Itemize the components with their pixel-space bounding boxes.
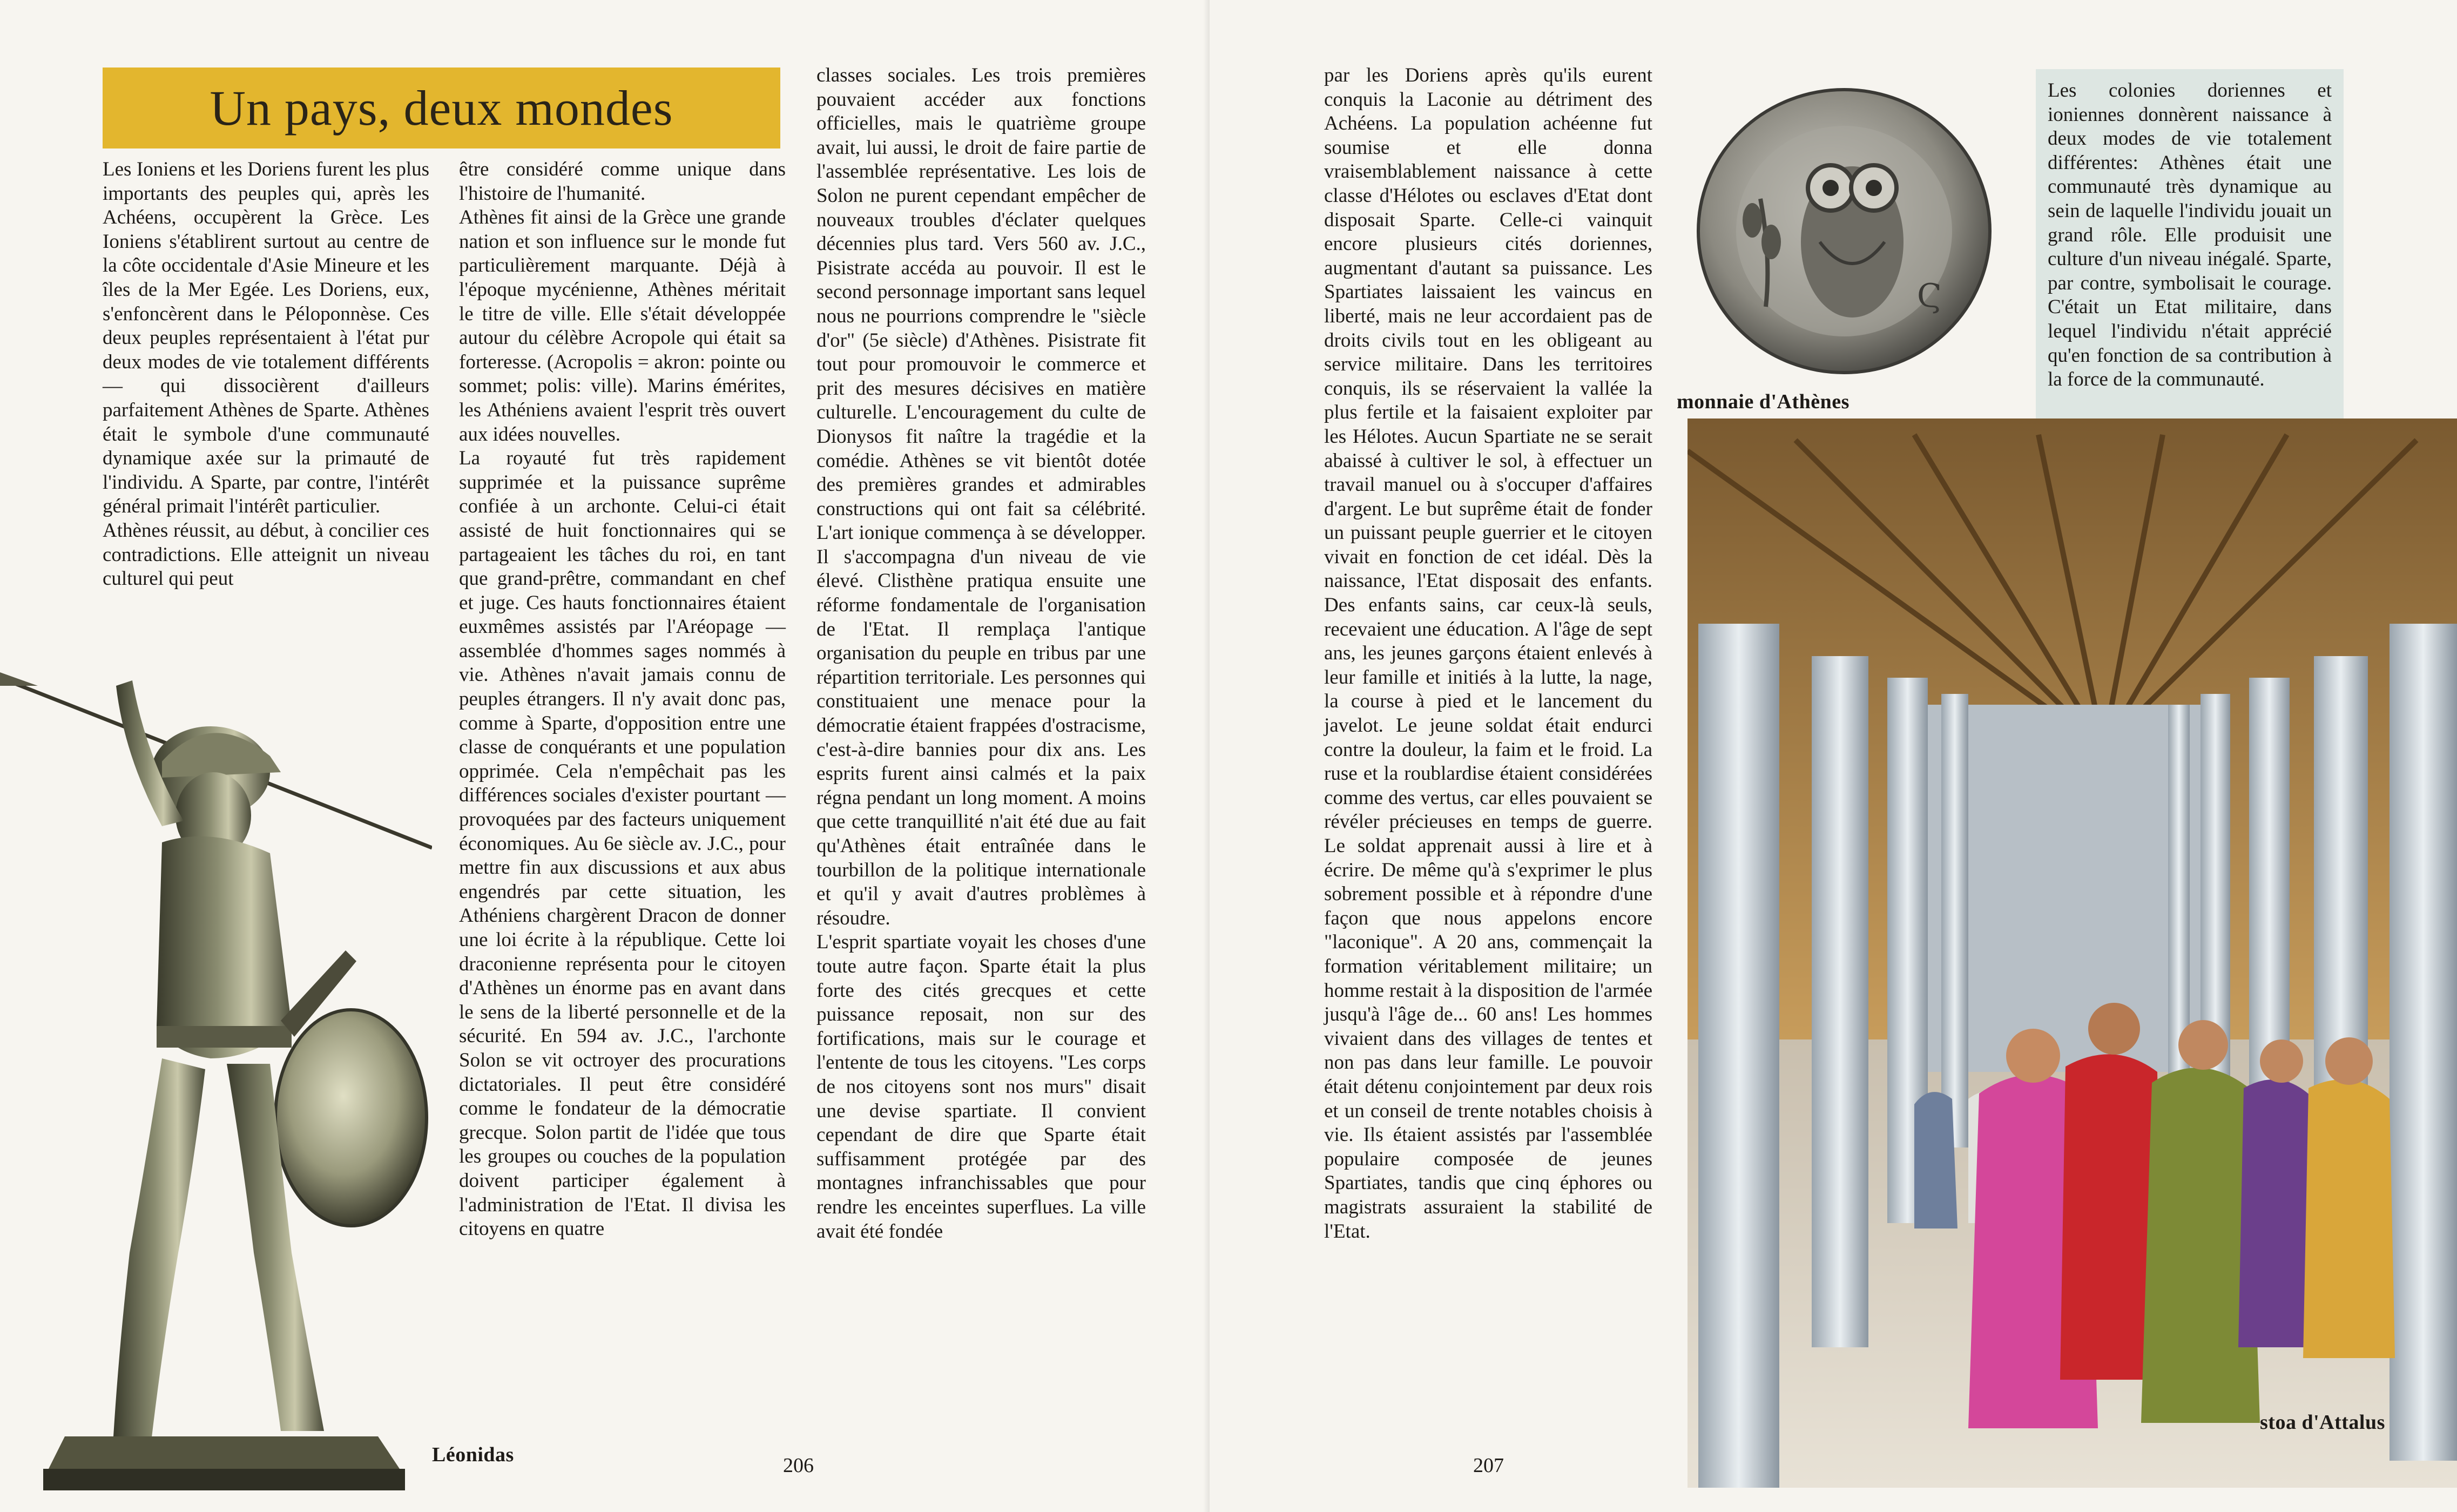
page-number-left: 206: [783, 1454, 814, 1477]
page-title: Un pays, deux mondes: [210, 80, 673, 136]
coin-caption: monnaie d'Athènes: [1677, 390, 1850, 413]
paragraph: La royauté fut très rapidement supprimée et la puissance suprême confiée à un archonte. Celui-ci était assisté de huit fonctionnaires qui se partageaient les tâches du roi, en tant que grand-prêtre, commandant en chef et juge. Ces hauts fonctionnaires étaient euxmêmes assistés par l'Aréopage — assemblée d'hommes sages nommés à vie. Athènes n'avait jamais connu de peuples étrangers. Il n'y avait donc pas, comme à Sparte, d'opposition entre une classe de conquérants et une population opprimée. Cela n'empêchait pas les différences sociales d'exister pourtant — provoquées par des facteurs uniquement économiques. Au 6e siècle av. J.C., pour mettre fin aux discussions et aux abus engendrés par cette situation, les Athéniens chargèrent Dracon de donner une loi écrite à la république. Cette loi draconienne représenta pour le citoyen d'Athènes un énorme pas en avant dans le sens de la liberté personnelle et de la sécurité. En 594 av. J.C., l'archonte Solon se vit octroyer des procurations dictatoriales. Il peut être considéré comme le fondateur de la démocratie grecque. Solon partit de l'idée que tous les groupes ou couches de la population doivent participer également à l'administration de l'Etat. Il divisa les citoyens en quatre: [459, 447, 786, 1240]
stoa-caption: stoa d'Attalus: [2260, 1411, 2385, 1434]
text-column-1: [103, 158, 429, 591]
athens-coin-illustration: [1690, 80, 1998, 382]
statue-caption: Léonidas: [432, 1443, 514, 1466]
paragraph: être considéré comme unique dans l'histoire de l'humanité.: [459, 158, 786, 205]
text-column-2: [459, 158, 786, 1241]
title-banner: [103, 68, 780, 148]
paragraph: Athènes fit ainsi de la Grèce une grande nation et son influence sur le monde fut particulièrement marquante. Déjà à l'époque mycénienne, Athènes méritait le titre de ville. Elle s'était développée autour du célèbre Acropole qui était sa forteresse. (Acropolis = akron: pointe ou sommet; polis: ville). Marins émérites, les Athéniens avaient l'esprit très ouvert aux idées nouvelles.: [459, 206, 786, 446]
paragraph: classes sociales. Les trois premières pouvaient accéder aux fonctions officielles, mais le quatrième groupe avait, lui aussi, le droit de faire partie de l'assemblée représentative. Les lois de Solon ne purent cependant empêcher de nouveaux troubles d'éclater quelques décennies plus tard. Vers 560 av. J.C., Pisistrate accéda au pouvoir. Il est le second personnage important sans lequel nous ne pourrions comprendre le "siècle d'or" (5e siècle) d'Athènes. Pisistrate fit tout pour promouvoir le commerce et prit des mesures décisives en matière culturelle. L'encouragement du culte de Dionysos fit naître la tragédie et la comédie. Athènes se vit bientôt dotée des premières grandes et admirables constructions qui ont fait sa célébrité. L'art ionique commença à se développer. Il s'accompagna d'un niveau de vie élevé. Clisthène pratiqua ensuite une réforme fondamentale de l'organisation de l'Etat. Il remplaça l'antique organisation du peuple en tribus par une répartition territoriale. Les personnes qui constituaient une menace pour la démocratie étaient frappées d'ostracisme, c'est-à-dire bannies pour dix ans. Les esprits furent ainsi calmés et la paix régna pendant un long moment. A moins que cette tranquillité n'ait été due au fait qu'Athènes était entraînée dans le tourbillon de la politique internationale et qu'il y avait d'autres problèmes à résoudre.: [816, 64, 1146, 929]
leonidas-statue-illustration: [0, 648, 432, 1490]
stoa-of-attalus-illustration: [1688, 418, 2457, 1488]
svg-text:Ϛ: Ϛ: [1917, 277, 1942, 315]
sidebar-text: Les colonies doriennes et ioniennes donnèrent naissance à deux modes de vie totalement différentes: Athènes était une communauté très dynamique au sein de laquelle l'individu jouait un grand rôle. Elle produisit une culture d'un niveau inégalé. Sparte, par contre, symbolisait le courage. C'était un Etat militaire, dans lequel l'individu n'était apprécié qu'en fonction de sa contribution à la force de la communauté.: [2048, 79, 2332, 391]
page-206: [0, 0, 1210, 1512]
sidebar-summary-box: [2036, 69, 2344, 450]
paragraph: Les Ioniens et les Doriens furent les plus importants des peuples qui, après les Achéens, occupèrent la Grèce. Les Ioniens s'établirent surtout au centre de la côte occidentale d'Asie Mineure et les îles de la Mer Egée. Les Doriens, eux, s'enfoncèrent dans le Péloponnèse. Ces deux peuples représentaient à l'état pur deux modes de vie totalement différents — qui dissocièrent d'ailleurs parfaitement Athènes de Sparte. Athènes était le symbole d'une communauté dynamique axée sur la primauté de l'individu. A Sparte, par contre, l'intérêt général primait l'intérêt particulier.: [103, 158, 429, 518]
page-number-right: 207: [1473, 1454, 1504, 1477]
text-column-4: [1324, 64, 1652, 1244]
paragraph: L'esprit spartiate voyait les choses d'une toute autre façon. Sparte était la plus forte des cités grecques et cette puissance reposait, non sur des fortifications, mais sur le courage et l'entente de tous les citoyens. "Les corps de nos citoyens sont nos murs" disait une devise spartiate. Il convient cependant de dire que Sparte était suffisamment protégée par des montagnes infranchissables que pour rendre les enceintes superflues. La ville avait été fondée: [816, 931, 1146, 1243]
paragraph: Athènes réussit, au début, à concilier ces contradictions. Elle atteignit un niveau culturel qui peut: [103, 519, 429, 590]
paragraph: par les Doriens après qu'ils eurent conquis la Laconie au détriment des Achéens. La population achéenne fut soumise et elle donna vraisemblablement naissance à cette classe d'Hélotes ou esclaves d'Etat dont disposait Sparte. Celle-ci vainquit encore plusieurs cités doriennes, augmentant d'autant sa puissance. Les Spartiates laissaient les vaincus en liberté, mais ne leur accordaient pas de droits civils tout en les obligeant au service militaire. Dans les territoires conquis, ils se réservaient la vallée la plus fertile et la faisaient exploiter par les Hélotes. Aucun Spartiate ne se serait abaissé à cultiver le sol, à effectuer un travail manuel ou à s'occuper d'affaires d'argent. Le but suprême était de fonder un puissant peuple guerrier et le citoyen vivait en fonction de cet idéal. Dès la naissance, l'Etat disposait des enfants. Des enfants sains, car ceux-là seuls, recevaient une éducation. A l'âge de sept ans, les jeunes garçons étaient enlevés à leur famille et initiés à la lutte, la nage, la course à pied et le lancement du javelot. Le jeune soldat était endurci contre la douleur, la faim et le froid. La ruse et la roublardise étaient considérées comme des vertus, car elles pouvaient se révéler précieuses en temps de guerre. Le soldat apprenait aussi à lire et à écrire. De même qu'à s'exprimer le plus sobrement possible et à répondre d'une façon que nous appelons encore "laconique". A 20 ans, commençait la formation véritablement militaire; un homme restait à la disposition de l'armée jusqu'à l'âge de... 60 ans! Les hommes vivaient dans des villages de tentes et non pas dans leur famille. Le pouvoir était détenu conjointement par deux rois et un conseil de trente notables choisis à vie. Ils étaient assistés par l'assemblée populaire composée de jeunes Spartiates, tandis que cinq éphores ou magistrats assuraient la stabilité de l'Etat.: [1324, 64, 1652, 1243]
text-column-3: [816, 64, 1146, 1244]
